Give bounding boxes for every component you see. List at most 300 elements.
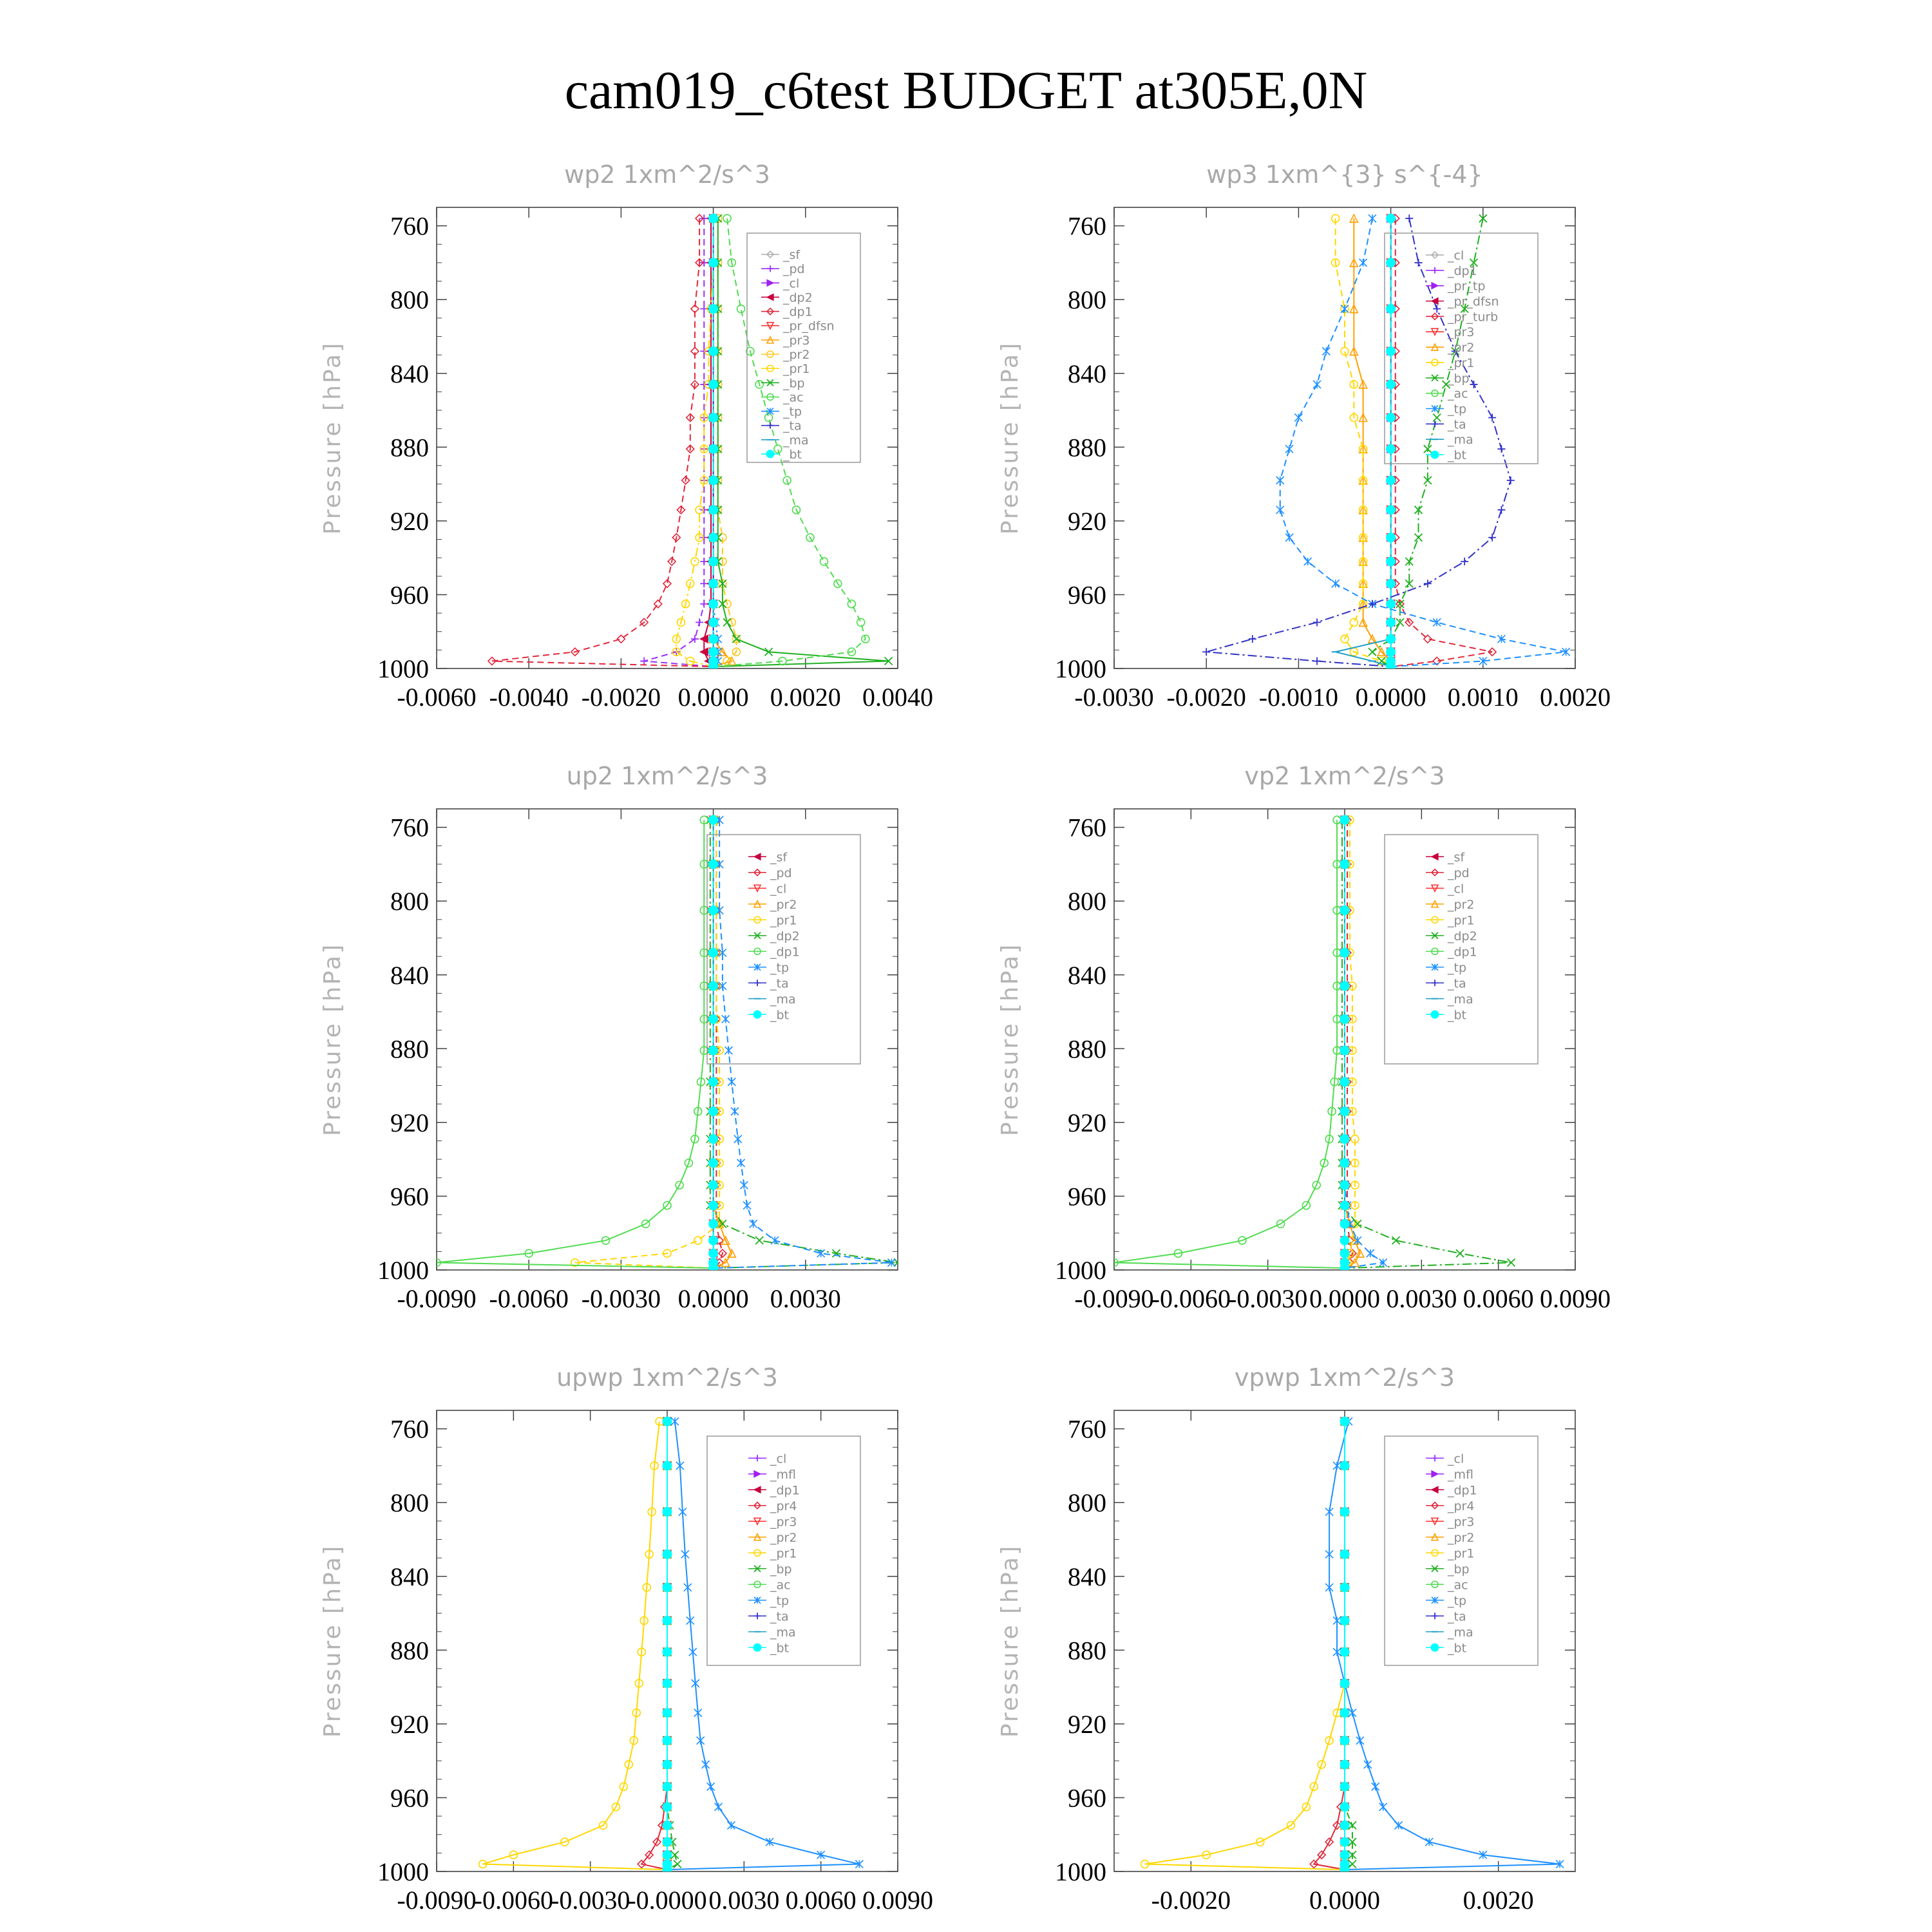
legend-marker [767, 294, 773, 300]
data-point [1497, 445, 1505, 453]
series-line-pd [644, 218, 713, 667]
x-tick-label: 0.0030 [1386, 1284, 1457, 1313]
legend-marker [754, 1486, 761, 1493]
series-line-pr2 [714, 218, 737, 667]
data-point [1387, 413, 1396, 422]
panel-title: up2 1xm^2/s^3 [566, 762, 768, 790]
data-point [1470, 381, 1477, 388]
y-tick-label: 1000 [1055, 1256, 1106, 1285]
data-point [1276, 506, 1284, 514]
x-tick-label: -0.0090 [1074, 1284, 1154, 1313]
legend-label: _tp [770, 960, 790, 975]
data-point [694, 1709, 702, 1717]
legend-label: _cl [1448, 1452, 1464, 1466]
series-line-pr4 [1314, 1421, 1345, 1870]
series-group [1202, 214, 1569, 671]
data-point [1349, 1709, 1356, 1717]
data-point [1433, 413, 1441, 421]
legend-label: _bt [770, 1641, 790, 1656]
x-tick-label: 0.0010 [1447, 683, 1519, 712]
data-point [694, 1236, 702, 1244]
legend-label: _tp [1448, 402, 1467, 417]
data-point [709, 860, 718, 869]
data-point [1395, 1821, 1403, 1829]
data-point [1387, 647, 1396, 656]
series-line-tp [667, 1421, 859, 1870]
data-point [709, 1159, 718, 1168]
x-tick-label: 0.0000 [1355, 683, 1426, 712]
data-point [1340, 815, 1349, 824]
legend-label: _mfl [770, 1467, 796, 1482]
data-point [857, 618, 865, 626]
legend-label: _ta [770, 1609, 789, 1624]
legend-label: _dp2 [783, 290, 813, 305]
y-tick-label: 840 [1068, 1562, 1106, 1591]
data-point [1456, 1249, 1464, 1257]
data-point [1340, 981, 1349, 990]
data-point [1387, 258, 1396, 267]
data-point [1313, 381, 1321, 388]
data-point [1497, 506, 1505, 514]
panel-title: wp3 1xm^{3} s^{-4} [1206, 160, 1483, 189]
data-point [709, 579, 718, 588]
data-point [709, 1107, 718, 1116]
data-point [724, 1046, 732, 1054]
legend-marker [1432, 1455, 1438, 1461]
legend-label: _ma [1448, 992, 1473, 1007]
y-tick-label: 1000 [377, 654, 429, 683]
legend-label: _pd [1448, 866, 1470, 880]
data-point [671, 1417, 679, 1425]
data-point [709, 948, 718, 957]
data-point [663, 1461, 672, 1470]
data-point [1359, 259, 1367, 267]
legend-label: _bt [1448, 1008, 1467, 1023]
data-point [1340, 1850, 1349, 1859]
y-tick-label: 760 [390, 1414, 429, 1444]
y-tick-label: 1000 [377, 1857, 429, 1886]
legend-label: _bt [770, 1008, 790, 1023]
data-point [722, 1015, 730, 1023]
x-tick-label: 0.0030 [770, 1284, 841, 1313]
legend-marker [754, 1471, 761, 1477]
data-point [709, 346, 718, 355]
legend-label: _ac [1448, 386, 1468, 401]
legend-label: _pr1 [1448, 1546, 1475, 1561]
data-point [663, 1679, 672, 1688]
panel-5 [319, 1363, 933, 1915]
data-point [820, 558, 828, 565]
y-tick-label: 1000 [1055, 1857, 1106, 1886]
legend-label: _bt [783, 447, 802, 462]
legend-marker [1432, 421, 1438, 427]
data-point [640, 658, 648, 665]
data-point [1285, 534, 1293, 542]
legend [747, 233, 860, 462]
data-point [1340, 1803, 1349, 1812]
legend-label: _pr1 [770, 1546, 797, 1561]
panel-3 [319, 762, 902, 1313]
data-point [709, 258, 718, 267]
data-point [1507, 477, 1515, 484]
data-point [684, 1584, 692, 1591]
legend-marker [1432, 1471, 1438, 1477]
y-tick-label: 960 [390, 1783, 429, 1813]
x-tick-label: -0.0030 [581, 1284, 661, 1313]
x-tick-label: 0.0000 [1309, 1886, 1380, 1915]
data-point [1325, 1584, 1333, 1591]
legend-marker [1432, 1486, 1438, 1493]
y-tick-label: 880 [390, 433, 429, 462]
data-point [774, 445, 782, 453]
x-tick-label: -0.0010 [1258, 683, 1339, 712]
data-point [709, 1135, 718, 1144]
data-point [674, 1861, 681, 1868]
legend-label: _bp [770, 1562, 792, 1577]
legend-label: _bp [783, 376, 805, 391]
data-point [709, 444, 718, 453]
data-point [709, 305, 718, 314]
data-point [1333, 1462, 1341, 1470]
legend-label: _bp [1448, 371, 1470, 386]
data-point [1488, 534, 1496, 542]
series-line-pr1 [483, 1421, 667, 1870]
legend-label: _bt [1448, 1641, 1467, 1656]
data-point [687, 1616, 694, 1624]
data-point [1325, 1550, 1333, 1558]
y-tick-label: 960 [1068, 580, 1106, 610]
legend-label: _pd [770, 866, 792, 880]
y-tick-label: 840 [390, 1562, 429, 1591]
legend-label: _ta [770, 976, 789, 991]
legend [1385, 233, 1538, 464]
legend-label: _pr1 [1448, 355, 1475, 370]
x-tick-label: 0.0040 [862, 683, 933, 712]
y-tick-label: 800 [1068, 1488, 1106, 1518]
data-point [728, 1078, 735, 1086]
legend-label: _tp [1448, 960, 1467, 975]
legend-marker [767, 265, 773, 272]
y-tick-label: 1000 [377, 1256, 429, 1285]
legend-label: _pr3 [783, 333, 810, 348]
y-tick-label: 880 [390, 1034, 429, 1064]
legend-label: _dp2 [1448, 929, 1477, 943]
panel-title: wp2 1xm^2/s^3 [564, 160, 770, 189]
data-point [1294, 413, 1302, 421]
y-tick-label: 960 [1068, 1783, 1106, 1813]
y-axis-label: Pressure [hPa] [997, 942, 1023, 1137]
data-point [1313, 658, 1321, 665]
data-point [1424, 580, 1432, 587]
legend-label: _dp1 [1448, 945, 1477, 960]
data-point [1340, 1264, 1349, 1273]
data-point [709, 1264, 718, 1273]
data-point [709, 600, 718, 609]
y-tick-label: 880 [390, 1636, 429, 1665]
legend-label: _pr4 [770, 1499, 797, 1513]
series-group [433, 815, 902, 1273]
data-point [1332, 580, 1340, 587]
legend-label: _cl [1448, 248, 1464, 263]
x-tick-label: -0.0030 [551, 1886, 630, 1915]
data-point [743, 1202, 751, 1209]
data-point [1405, 214, 1413, 222]
data-point [1387, 444, 1396, 453]
y-axis-label: Pressure [hPa] [997, 1544, 1023, 1738]
legend-marker [754, 1613, 761, 1619]
data-point [709, 1201, 718, 1210]
data-point [1340, 1837, 1349, 1846]
data-point [765, 413, 773, 421]
plot-frame [437, 809, 898, 1270]
data-point [1285, 445, 1293, 453]
legend-label: _cl [770, 882, 787, 896]
data-point [1387, 618, 1396, 627]
data-point [727, 1821, 735, 1829]
panels-group [319, 160, 1611, 1915]
data-point [1364, 1761, 1372, 1768]
series-line-dp1 [437, 820, 714, 1268]
x-tick-label: -0.0060 [397, 683, 477, 712]
data-point [1387, 557, 1396, 566]
y-tick-label: 840 [1068, 960, 1106, 990]
x-tick-label: 0.0020 [1540, 683, 1611, 712]
data-point [1415, 259, 1423, 267]
data-point [691, 635, 699, 643]
data-point [663, 1616, 672, 1625]
legend-label: _pr_dfsn [1448, 294, 1499, 309]
y-tick-label: 920 [1068, 506, 1106, 536]
x-tick-label: 0.0020 [1463, 1886, 1534, 1915]
x-tick-label: -0.0020 [1151, 1886, 1231, 1915]
legend-label: _ma [783, 433, 809, 448]
data-point [1488, 413, 1496, 421]
data-point [1340, 1549, 1349, 1558]
data-point [737, 1159, 745, 1167]
x-tick-label: -0.0030 [1074, 683, 1154, 712]
legend-label: _pr_dfsn [783, 319, 835, 334]
data-point [1349, 1861, 1356, 1868]
series-line-dp2 [710, 820, 898, 1268]
legend [707, 835, 860, 1064]
data-point [766, 1838, 773, 1846]
data-point [709, 1236, 718, 1245]
legend-label: _pr3 [1448, 325, 1475, 340]
y-tick-label: 920 [390, 1709, 429, 1739]
data-point [663, 1647, 672, 1656]
series-line-pr4 [641, 1421, 667, 1870]
data-point [1433, 305, 1441, 313]
data-point [1340, 906, 1349, 915]
data-point [1387, 662, 1396, 671]
legend-label: _pr1 [783, 362, 810, 377]
legend-label: _pr2 [770, 897, 797, 912]
data-point [709, 906, 718, 915]
x-tick-label: 0.0000 [677, 683, 749, 712]
data-point [663, 1850, 672, 1859]
x-tick-label: -0.0090 [397, 1284, 477, 1313]
x-tick-label: 0.0030 [708, 1886, 780, 1915]
series-line-dp1 [492, 218, 714, 667]
legend-label: _ta [783, 419, 802, 433]
data-point [1340, 1180, 1349, 1189]
legend-label: _dp2 [770, 929, 800, 943]
data-point [1340, 1821, 1349, 1830]
data-point [709, 476, 718, 485]
x-tick-label: -0.0020 [1166, 683, 1246, 712]
legend-label: _dp1 [770, 945, 800, 960]
y-tick-label: 880 [1068, 1034, 1106, 1064]
series-line-tp [714, 820, 892, 1268]
y-axis-label: Pressure [hPa] [997, 341, 1023, 535]
legend-marker [753, 1643, 761, 1651]
y-tick-label: 800 [390, 1488, 429, 1518]
data-point [1387, 600, 1396, 609]
data-point [1356, 1737, 1364, 1745]
panel-title: vpwp 1xm^2/s^3 [1234, 1363, 1455, 1392]
data-point [1340, 1236, 1349, 1245]
legend-marker [754, 853, 761, 860]
legend-label: _dp1 [783, 305, 813, 319]
data-point [1340, 1461, 1349, 1470]
legend-marker [753, 1010, 761, 1018]
data-point [1350, 618, 1358, 626]
data-point [1340, 1709, 1349, 1718]
data-point [1340, 1616, 1349, 1625]
data-point [663, 1865, 672, 1874]
data-point [1368, 214, 1376, 222]
y-tick-label: 960 [1068, 1182, 1106, 1211]
legend-label: _tp [783, 404, 802, 419]
data-point [1387, 634, 1396, 643]
data-point [709, 647, 718, 656]
data-point [709, 557, 718, 566]
data-point [1249, 635, 1256, 643]
legend-marker [1432, 283, 1438, 289]
data-point [1313, 618, 1321, 626]
y-tick-label: 960 [390, 580, 429, 610]
legend-label: _pr2 [770, 1530, 797, 1545]
data-point [709, 1077, 718, 1086]
data-point [1340, 1679, 1349, 1688]
data-point [692, 1680, 699, 1687]
data-point [731, 1108, 739, 1115]
legend-label: _mfl [1448, 1467, 1473, 1482]
data-point [709, 1180, 718, 1189]
y-tick-label: 1000 [1055, 654, 1106, 683]
series-group [488, 214, 893, 671]
panel-2 [997, 160, 1611, 712]
data-point [1340, 948, 1349, 957]
data-point [663, 1760, 672, 1769]
data-point [681, 1550, 689, 1558]
series-group [479, 1417, 864, 1874]
data-point [740, 1181, 748, 1189]
data-point [1340, 1865, 1349, 1874]
data-point [1340, 1159, 1349, 1168]
data-point [709, 214, 718, 223]
x-tick-label: -0.0060 [489, 1284, 569, 1313]
legend-label: _ac [783, 390, 804, 405]
legend-label: _tp [770, 1593, 790, 1608]
y-tick-label: 760 [390, 813, 429, 842]
data-point [709, 1249, 718, 1258]
x-tick-label: 0.0020 [770, 683, 841, 712]
x-tick-label: 0.0000 [1309, 1284, 1380, 1313]
panel-title: upwp 1xm^2/s^3 [556, 1363, 778, 1392]
data-point [1340, 1583, 1349, 1592]
legend-marker [1432, 980, 1438, 986]
data-point [1340, 1046, 1349, 1055]
x-tick-label: -0.0000 [627, 1886, 707, 1915]
y-tick-label: 920 [1068, 1108, 1106, 1137]
data-point [663, 1417, 672, 1426]
legend-label: _ma [770, 1625, 796, 1640]
legend-label: _pd [783, 262, 805, 277]
data-point [1340, 1135, 1349, 1144]
data-point [1508, 1259, 1515, 1267]
data-point [1387, 579, 1396, 588]
data-point [723, 618, 731, 626]
data-point [817, 1249, 825, 1257]
x-tick-label: 0.0090 [1540, 1284, 1611, 1313]
legend-marker [767, 279, 773, 286]
data-point [715, 1803, 723, 1811]
data-point [1387, 506, 1396, 515]
data-point [1415, 534, 1423, 542]
legend-marker [754, 1455, 761, 1461]
y-tick-label: 840 [390, 359, 429, 388]
data-point [848, 600, 855, 608]
legend-label: _ac [1448, 1578, 1468, 1593]
data-point [1340, 1249, 1349, 1258]
data-point [1340, 1736, 1349, 1745]
legend-label: _sf [783, 248, 800, 263]
x-tick-label: -0.0040 [489, 683, 569, 712]
data-point [1276, 477, 1284, 484]
series-line-tp [1280, 218, 1566, 667]
series-line-tp [1329, 1421, 1560, 1870]
data-point [707, 1783, 715, 1790]
y-tick-label: 760 [1068, 813, 1106, 842]
data-point [1202, 648, 1210, 656]
legend-marker [1431, 1010, 1439, 1018]
y-tick-label: 960 [390, 1182, 429, 1211]
data-point [709, 533, 718, 542]
data-point [1340, 1219, 1349, 1228]
data-point [755, 1236, 763, 1244]
legend-label: _pr1 [770, 913, 797, 928]
data-point [1387, 346, 1396, 355]
data-point [1372, 1783, 1379, 1790]
data-point [676, 1462, 684, 1470]
legend-label: _dp1 [1448, 263, 1477, 278]
panel-1 [319, 160, 933, 712]
data-point [1379, 1803, 1387, 1811]
data-point [1461, 558, 1468, 565]
legend-label: _ta [1448, 976, 1466, 991]
data-point [663, 1508, 672, 1517]
data-point [1433, 618, 1441, 626]
legend-label: _sf [770, 850, 788, 865]
x-tick-label: -0.0060 [1151, 1284, 1231, 1313]
y-axis-label: Pressure [hPa] [319, 341, 346, 535]
data-point [1341, 347, 1349, 355]
data-point [1340, 860, 1349, 869]
figure-title: cam019_c6test BUDGET at305E,0N [564, 61, 1368, 120]
data-point [671, 1851, 679, 1859]
data-point [1387, 214, 1396, 223]
